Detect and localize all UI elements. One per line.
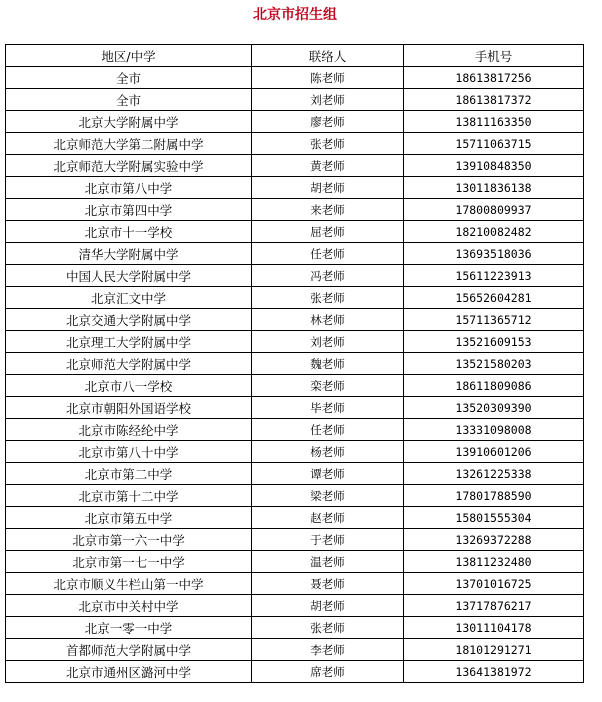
phone-cell: 13520309390 xyxy=(404,397,584,419)
contact-cell: 李老师 xyxy=(252,639,404,661)
table-row xyxy=(6,507,584,529)
table-row xyxy=(6,67,584,89)
header-region: 地区/中学 xyxy=(6,45,252,67)
phone-cell: 13811232480 xyxy=(404,551,584,573)
phone-cell: 13701016725 xyxy=(404,573,584,595)
table-row xyxy=(6,331,584,353)
table-row xyxy=(6,463,584,485)
header-phone: 手机号 xyxy=(404,45,584,67)
phone-cell: 13641381972 xyxy=(404,661,584,683)
phone-cell: 15711063715 xyxy=(404,133,584,155)
region-cell: 北京汇文中学 xyxy=(6,287,252,309)
contact-cell: 刘老师 xyxy=(252,89,404,111)
phone-cell: 13011836138 xyxy=(404,177,584,199)
contact-cell: 梁老师 xyxy=(252,485,404,507)
phone-cell: 13811163350 xyxy=(404,111,584,133)
phone-cell: 17800809937 xyxy=(404,199,584,221)
table-row xyxy=(6,661,584,683)
table-row xyxy=(6,309,584,331)
phone-cell: 13693518036 xyxy=(404,243,584,265)
region-cell: 北京一零一中学 xyxy=(6,617,252,639)
region-cell: 中国人民大学附属中学 xyxy=(6,265,252,287)
contact-cell: 栾老师 xyxy=(252,375,404,397)
region-cell: 北京师范大学附属中学 xyxy=(6,353,252,375)
phone-cell: 18613817256 xyxy=(404,67,584,89)
contact-cell: 任老师 xyxy=(252,419,404,441)
table-row xyxy=(6,199,584,221)
phone-cell: 13261225338 xyxy=(404,463,584,485)
region-cell: 北京市第四中学 xyxy=(6,199,252,221)
table-row xyxy=(6,595,584,617)
region-cell: 北京市中关村中学 xyxy=(6,595,252,617)
table-row xyxy=(6,111,584,133)
table-row xyxy=(6,397,584,419)
phone-cell: 17801788590 xyxy=(404,485,584,507)
contact-cell: 黄老师 xyxy=(252,155,404,177)
contact-cell: 聂老师 xyxy=(252,573,404,595)
region-cell: 北京市第八十中学 xyxy=(6,441,252,463)
table-row xyxy=(6,551,584,573)
region-cell: 北京大学附属中学 xyxy=(6,111,252,133)
table-row xyxy=(6,353,584,375)
contact-cell: 来老师 xyxy=(252,199,404,221)
table-row xyxy=(6,265,584,287)
contact-cell: 于老师 xyxy=(252,529,404,551)
phone-cell: 18613817372 xyxy=(404,89,584,111)
phone-cell: 18611809086 xyxy=(404,375,584,397)
contact-cell: 席老师 xyxy=(252,661,404,683)
region-cell: 北京市朝阳外国语学校 xyxy=(6,397,252,419)
header-contact: 联络人 xyxy=(252,45,404,67)
contact-cell: 林老师 xyxy=(252,309,404,331)
phone-cell: 13521580203 xyxy=(404,353,584,375)
table-row xyxy=(6,573,584,595)
contact-cell: 赵老师 xyxy=(252,507,404,529)
phone-cell: 13011104178 xyxy=(404,617,584,639)
region-cell: 首都师范大学附属中学 xyxy=(6,639,252,661)
contact-cell: 胡老师 xyxy=(252,177,404,199)
region-cell: 北京市第五中学 xyxy=(6,507,252,529)
region-cell: 北京理工大学附属中学 xyxy=(6,331,252,353)
region-cell: 北京市十一学校 xyxy=(6,221,252,243)
table-row xyxy=(6,639,584,661)
phone-cell: 13910601206 xyxy=(404,441,584,463)
phone-cell: 18210082482 xyxy=(404,221,584,243)
region-cell: 北京市第八中学 xyxy=(6,177,252,199)
contact-cell: 任老师 xyxy=(252,243,404,265)
contact-cell: 陈老师 xyxy=(252,67,404,89)
contact-cell: 毕老师 xyxy=(252,397,404,419)
contact-cell: 温老师 xyxy=(252,551,404,573)
table-row xyxy=(6,441,584,463)
region-cell: 北京市第二中学 xyxy=(6,463,252,485)
table-row xyxy=(6,419,584,441)
region-cell: 北京师范大学第二附属中学 xyxy=(6,133,252,155)
contact-cell: 屈老师 xyxy=(252,221,404,243)
table-header-row xyxy=(6,45,584,67)
region-cell: 全市 xyxy=(6,67,252,89)
region-cell: 北京市顺义牛栏山第一中学 xyxy=(6,573,252,595)
contact-table xyxy=(5,44,584,683)
region-cell: 北京师范大学附属实验中学 xyxy=(6,155,252,177)
table-row xyxy=(6,89,584,111)
table-row xyxy=(6,243,584,265)
phone-cell: 13331098008 xyxy=(404,419,584,441)
region-cell: 清华大学附属中学 xyxy=(6,243,252,265)
contact-cell: 杨老师 xyxy=(252,441,404,463)
contact-cell: 张老师 xyxy=(252,617,404,639)
table-row xyxy=(6,529,584,551)
region-cell: 北京市通州区潞河中学 xyxy=(6,661,252,683)
phone-cell: 15611223913 xyxy=(404,265,584,287)
table-row xyxy=(6,617,584,639)
table-row xyxy=(6,375,584,397)
phone-cell: 15711365712 xyxy=(404,309,584,331)
region-cell: 北京市八一学校 xyxy=(6,375,252,397)
table-row xyxy=(6,485,584,507)
contact-cell: 张老师 xyxy=(252,287,404,309)
contact-cell: 张老师 xyxy=(252,133,404,155)
contact-cell: 廖老师 xyxy=(252,111,404,133)
phone-cell: 13910848350 xyxy=(404,155,584,177)
region-cell: 北京市第十二中学 xyxy=(6,485,252,507)
region-cell: 北京市陈经纶中学 xyxy=(6,419,252,441)
page-title: 北京市招生组 xyxy=(253,7,337,23)
table-row xyxy=(6,133,584,155)
phone-cell: 13521609153 xyxy=(404,331,584,353)
phone-cell: 15652604281 xyxy=(404,287,584,309)
phone-cell: 18101291271 xyxy=(404,639,584,661)
contact-cell: 刘老师 xyxy=(252,331,404,353)
phone-cell: 13269372288 xyxy=(404,529,584,551)
table-row xyxy=(6,155,584,177)
table-body xyxy=(6,67,584,683)
contact-cell: 谭老师 xyxy=(252,463,404,485)
contact-cell: 冯老师 xyxy=(252,265,404,287)
phone-cell: 15801555304 xyxy=(404,507,584,529)
contact-cell: 魏老师 xyxy=(252,353,404,375)
phone-cell: 13717876217 xyxy=(404,595,584,617)
table-row xyxy=(6,221,584,243)
table-row xyxy=(6,287,584,309)
region-cell: 全市 xyxy=(6,89,252,111)
region-cell: 北京市第一六一中学 xyxy=(6,529,252,551)
table-row xyxy=(6,177,584,199)
region-cell: 北京市第一七一中学 xyxy=(6,551,252,573)
region-cell: 北京交通大学附属中学 xyxy=(6,309,252,331)
contact-cell: 胡老师 xyxy=(252,595,404,617)
